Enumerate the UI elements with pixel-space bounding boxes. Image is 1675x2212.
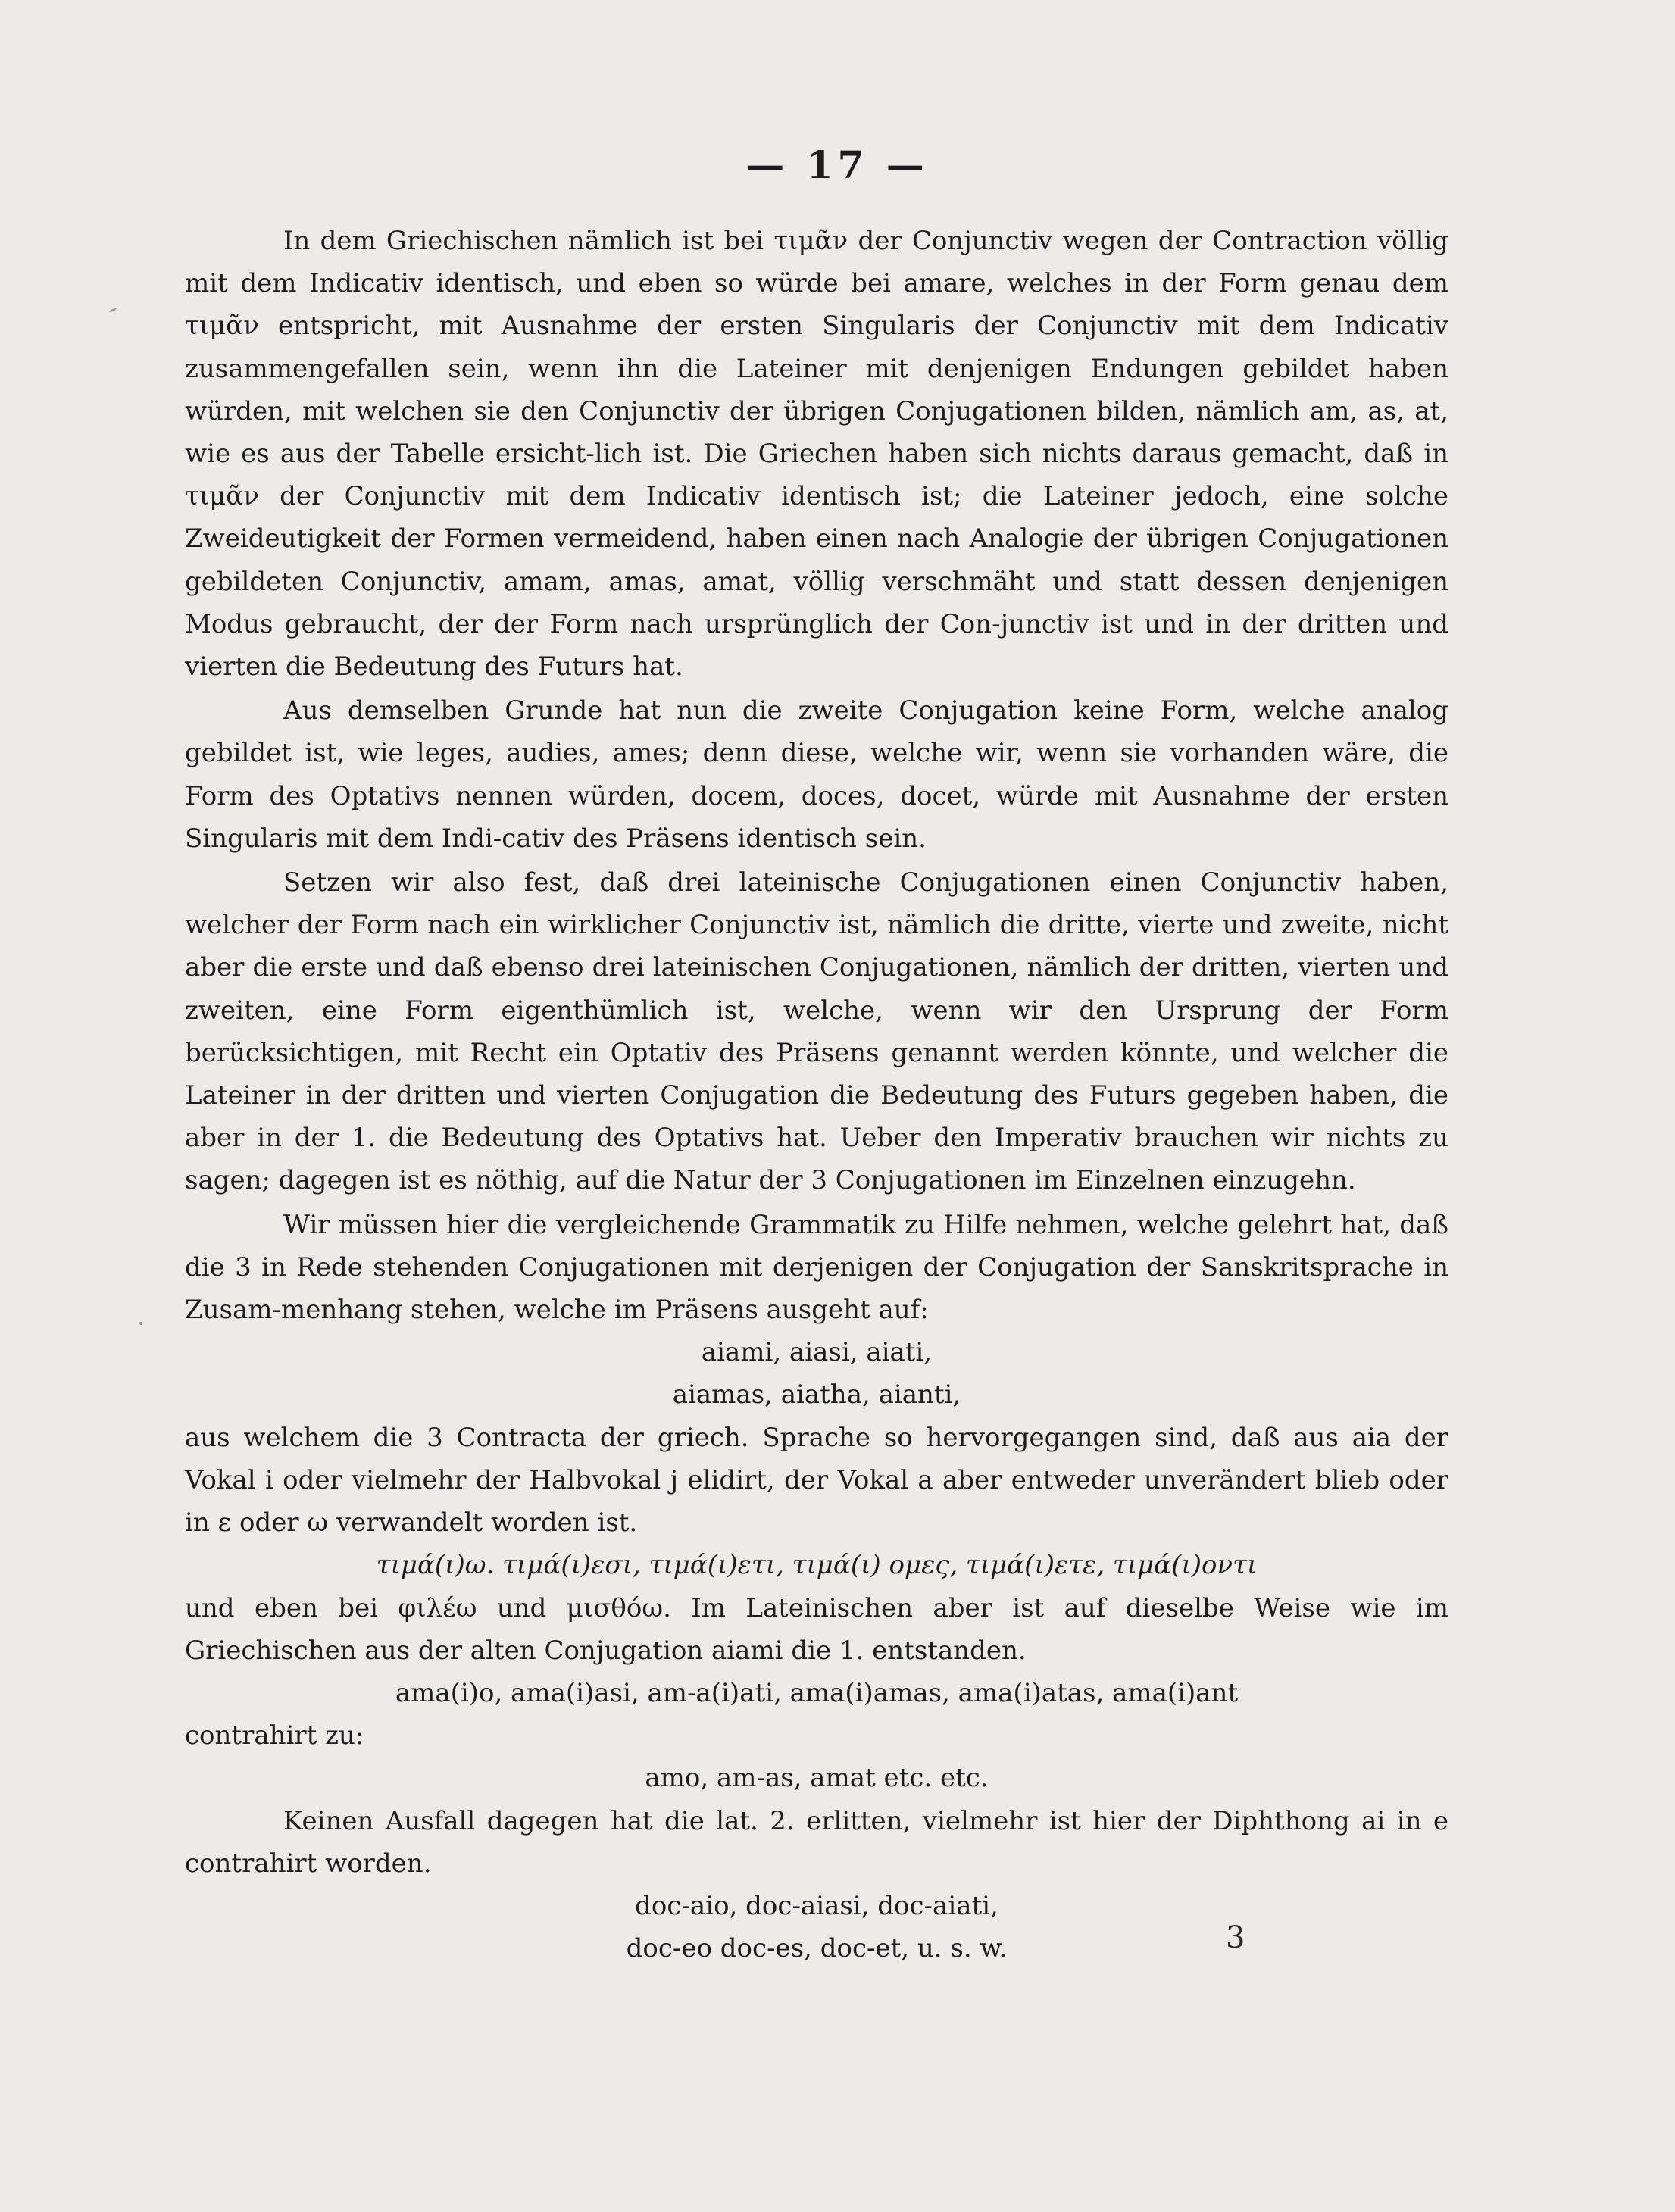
paragraph-second-conjugation: Keinen Ausfall dagegen hat die lat. 2. erlitten, vielmehr ist hier der Diphthong ai in e contrahirt worden. bbox=[185, 1805, 1448, 1879]
paragraph-4: Wir müssen hier die vergleichende Grammatik zu Hilfe nehmen, welche gelehrt hat, daß die 3 in Rede stehenden Conjugationen mit derjenigen der Conjugation der Sanskritsprache in Zusam-menhang stehen, welche im Präsens ausgeht auf: bbox=[185, 1209, 1448, 1326]
paragraph-3: Setzen wir also fest, daß drei lateinische Conjugationen einen Conjunctiv haben, welcher der Form nach ein wirklicher Conjunctiv ist, nämlich die dritte, vierte und zweite, nicht aber die erste und daß ebenso drei lateinischen Conjugationen, nämlich der dritten, vierten und zweiten, eine Form eigenthümlich ist, welche, wenn wir den Ursprung der Form berücksichtigen, mit Recht ein Optativ des Präsens genannt werden könnte, und welcher die Lateiner in der dritten und vierten Conjugation die Bedeutung des Futurs gegeben haben, die aber in der 1. die Bedeutung des Optativs hat. Ueber den Imperativ brauchen wir nichts zu sagen; dagegen ist es nöthig, auf die Natur der 3 Conjugationen im Einzelnen einzugehn. bbox=[185, 867, 1448, 1196]
body-text bbox=[185, 220, 1448, 1970]
doc-forms-line-2: doc-eo doc-es, doc-et, u. s. w. bbox=[626, 1933, 1008, 1964]
greek-forms-line: τιμά(ι)ω. τιμά(ι)εσι, τιμά(ι)ετι, τιμά(ι) ομες, τιμά(ι)ετε, τιμά(ι)οντι bbox=[376, 1550, 1258, 1581]
signature-mark: 3 bbox=[1226, 1920, 1245, 1955]
contracted-forms-line: amo, am-as, amat etc. etc. bbox=[645, 1763, 989, 1794]
sanskrit-forms-line-1: aiami, aiasi, aiati, bbox=[701, 1337, 933, 1368]
latin-forms-line: ama(i)o, ama(i)asi, am-a(i)ati, ama(i)amas, ama(i)atas, ama(i)ant bbox=[395, 1677, 1239, 1708]
paragraph-1: In dem Griechischen nämlich ist bei τιμᾶν der Conjunctiv wegen der Contraction völlig mit dem Indicativ identisch, und eben so würde bei amare, welches in der Form genau dem τιμᾶν entspricht, mit Ausnahme der ersten Singularis der Conjunctiv mit dem Indicativ zusammengefallen sein, wenn ihn die Lateiner mit denjenigen Endungen gebildet haben würden, mit welchen sie den Conjunctiv der übrigen Conjugationen bilden, nämlich am, as, at, wie es aus der Tabelle ersicht-lich ist. Die Griechen haben sich nichts daraus gemacht, daß in τιμᾶν der Conjunctiv mit dem Indicativ identisch ist; die Lateiner jedoch, eine solche Zweideutigkeit der Formen vermeidend, haben einen nach Analogie der übrigen Conjugationen gebildeten Conjunctiv, amam, amas, amat, völlig verschmäht und statt dessen denjenigen Modus gebraucht, der der Form nach ursprünglich der Con-junctiv ist und in der dritten und vierten die Bedeutung des Futurs hat. bbox=[185, 226, 1448, 683]
contrahirt-label: contrahirt zu: bbox=[185, 1720, 364, 1751]
paragraph-contracta: aus welchem die 3 Contracta der griech. Sprache so hervorgegangen sind, daß aus aia der Vokal i oder vielmehr der Halbvokal j elidirt, der Vokal a aber entweder unverändert blieb oder in ε oder ω verwandelt worden ist. bbox=[185, 1422, 1448, 1539]
paragraph-2: Aus demselben Grunde hat nun die zweite Conjugation keine Form, welche analog gebildet ist, wie leges, audies, ames; denn diese, welche wir, wenn sie vorhanden wäre, die Form des Optativs nennen würden, docem, doces, docet, würde mit Ausnahme der ersten Singularis mit dem Indi-cativ des Präsens identisch sein. bbox=[185, 695, 1448, 854]
sanskrit-forms-line-2: aiamas, aiatha, aianti, bbox=[672, 1379, 961, 1411]
page-number: — 17 — bbox=[746, 142, 929, 187]
paper-speck bbox=[109, 308, 117, 313]
paragraph-latin: und eben bei φιλέω und μισθόω. Im Lateinischen aber ist auf dieselbe Weise wie im Griechischen aus der alten Conjugation aiami die 1. entstanden. bbox=[185, 1592, 1448, 1666]
paper-speck bbox=[139, 1322, 142, 1325]
doc-forms-line-1: doc-aio, doc-aiasi, doc-aiati, bbox=[635, 1890, 998, 1921]
